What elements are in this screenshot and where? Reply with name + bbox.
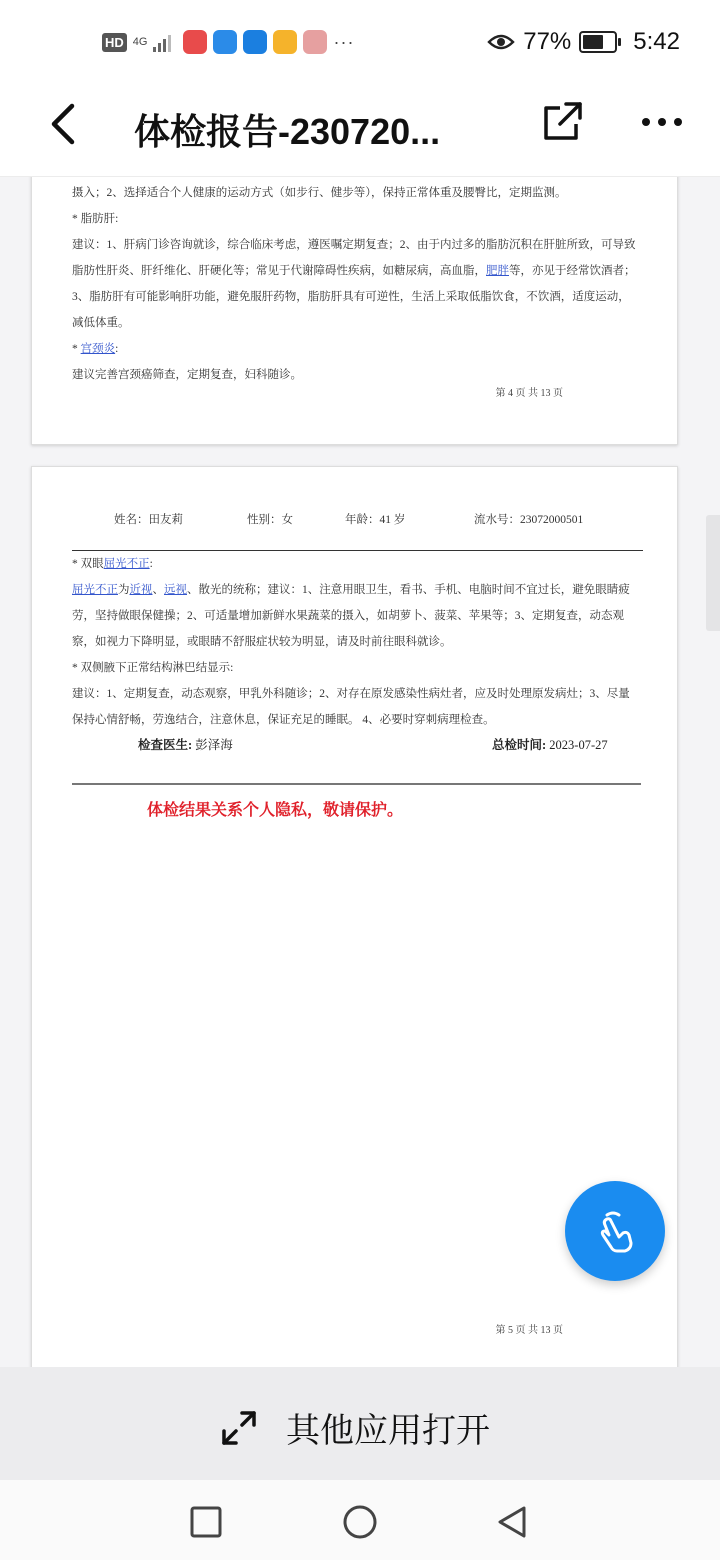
document-title: 体检报告-230720... [134, 111, 441, 152]
privacy-notice: 体检结果关系个人隐私，敬请保护。 [147, 802, 404, 819]
section-heading: * 宫颈炎: [72, 343, 119, 355]
status-left [102, 30, 354, 54]
patient-age: 年龄：41 岁 [345, 514, 406, 526]
date-value: 2023-07-27 [549, 738, 608, 752]
term-link[interactable]: 宫颈炎 [80, 343, 116, 355]
section-heading: * 双眼屈光不正: [72, 558, 153, 570]
text-line: 摄入；2、选择适合个人健康的运动方式（如步行、健步等），保持正常体重及腰臀比，定期监测。 [72, 187, 567, 199]
open-with-bar[interactable] [0, 1367, 720, 1480]
battery-icon [579, 31, 617, 53]
paragraph: 建议：1、肝病门诊咨询就诊，综合临床考虑，遵医嘱定期复查；2、由于内过多的脂肪沉积在肝脏所致，可导致脂肪性肝炎、肝纤维化、肝硬化等；常见于代谢障碍性疾病，如糖尿病，高血脂，肥胖等，亦见于经常饮酒者；3、脂肪肝有可能影响肝功能，避免服肝药物，脂肪肝具有可逆性，生活上采取低脂饮食，不饮酒，适度运动，减低体重。 [72, 239, 636, 329]
touch-mode-button[interactable] [565, 1181, 665, 1281]
more-notifications-icon: ··· [333, 31, 355, 52]
system-nav-bar [0, 1480, 720, 1560]
page5-text [72, 551, 637, 733]
paragraph: 屈光不正为近视、远视、散光的统称；建议：1、注意用眼卫生，看书、手机、电脑时间不宜过长，避免眼睛疲劳，坚持做眼保健操；2、可适量增加新鲜水果蔬菜的摄入，如胡萝卜、菠菜、苹果等；3、定期复查，动态观察，如视力下降明显，或眼睛不舒服症状较为明显，请及时前往眼科就诊。 [72, 584, 630, 648]
eye-icon [487, 32, 515, 52]
serial-number: 流水号：23072000501 [474, 514, 584, 526]
term-link[interactable]: 屈光不正 [72, 584, 118, 596]
share-external-icon[interactable] [540, 100, 584, 144]
back-triangle-icon[interactable] [492, 1502, 532, 1542]
scrollbar[interactable] [706, 515, 720, 631]
paragraph: 建议：1、定期复查，动态观察，甲乳外科随诊；2、对存在原发感染性病灶者，应及时处理原发病灶；3、尽量保持心情舒畅，劳逸结合，注意休息，保证充足的睡眠。 4、必要时穿刺病理检查。 [72, 688, 630, 726]
open-with-button[interactable] [220, 1403, 490, 1452]
expand-arrows-icon [220, 1409, 258, 1447]
doctor-signoff [138, 735, 233, 753]
recent-apps-square-icon[interactable] [186, 1502, 226, 1542]
term-link[interactable]: 远视 [164, 584, 187, 596]
status-bar [0, 0, 720, 84]
term-link[interactable]: 屈光不正 [103, 558, 150, 570]
exam-date [492, 735, 608, 753]
app-notification-icon [273, 30, 297, 54]
signal-icon [153, 32, 171, 52]
app-notification-icon [183, 30, 207, 54]
app-notification-icon [243, 30, 267, 54]
clock: 5:42 [633, 28, 680, 55]
page-number: 第 4 页 共 13 页 [495, 388, 563, 399]
tap-hand-icon [591, 1207, 639, 1255]
doctor-name: 彭泽海 [195, 738, 233, 752]
home-circle-icon[interactable] [340, 1502, 380, 1542]
back-chevron-icon[interactable] [44, 100, 84, 148]
weather-app-icon [213, 30, 237, 54]
section-heading: * 脂肪肝: [72, 213, 119, 225]
patient-name: 姓名：田友莉 [114, 514, 183, 526]
app-notification-icon [303, 30, 327, 54]
term-link[interactable]: 肥胖 [486, 265, 509, 277]
network-type: 4G [132, 36, 148, 48]
battery-percent: 77% [523, 28, 572, 55]
page4-text [72, 180, 637, 388]
more-dots-icon[interactable] [638, 104, 686, 140]
term-link[interactable]: 近视 [129, 584, 153, 596]
hd-badge: HD [102, 33, 127, 52]
patient-gender: 性别：女 [247, 514, 293, 526]
open-with-label: 其他应用打开 [286, 1412, 490, 1450]
date-label: 总检时间: [492, 738, 547, 752]
document-page-4 [31, 177, 678, 445]
network-indicator [133, 37, 148, 47]
footer-divider [72, 783, 641, 785]
page-number: 第 5 页 共 13 页 [495, 1325, 563, 1336]
title-bar [0, 84, 720, 177]
doctor-label: 检查医生: [138, 738, 193, 752]
section-heading: * 双侧腋下正常结构淋巴结显示: [72, 662, 234, 674]
paragraph: 建议完善宫颈癌筛查，定期复查，妇科随诊。 [72, 369, 302, 381]
status-right [487, 28, 680, 56]
